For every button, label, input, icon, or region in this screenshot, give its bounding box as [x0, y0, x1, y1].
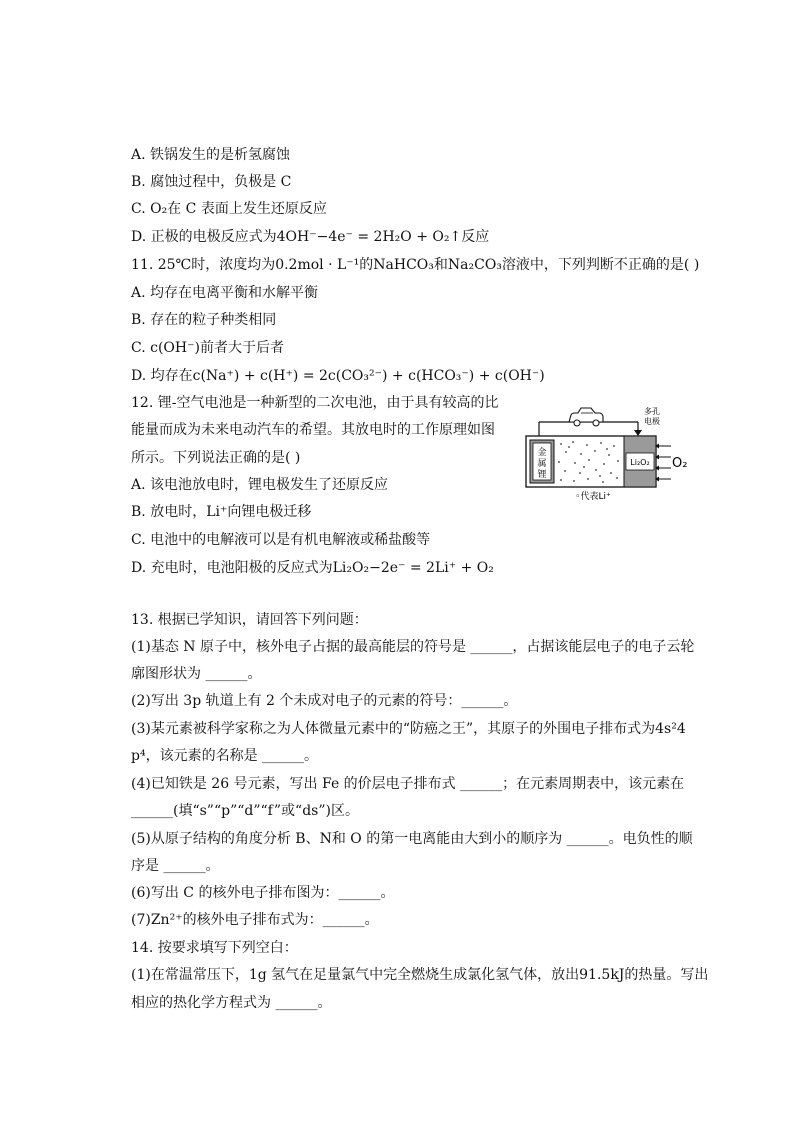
q12-option-b: B. 放电时，Li⁺向锂电极迁移	[131, 504, 312, 520]
metal-label-3: 锂	[537, 470, 547, 480]
q13-part2: (2)写出 3p 轨道上有 2 个未成对电子的元素的符号：______。	[131, 693, 518, 709]
metal-label-1: 金	[537, 448, 547, 458]
lithium-air-battery-diagram	[521, 402, 691, 502]
q10-option-c: C. O₂在 C 表面上发生还原反应	[131, 201, 327, 217]
q12-option-d: D. 充电时，电池阳极的反应式为Li₂O₂−2e⁻ = 2Li⁺ + O₂	[131, 560, 494, 576]
li-ion-legend: ◦代表Li⁺	[575, 492, 611, 502]
q11-option-b: B. 存在的粒子种类相同	[131, 312, 277, 328]
q13-part1-line2: 廓图形状为 ______。	[131, 666, 262, 682]
q11-option-c: C. c(OH⁻)前者大于后者	[131, 340, 284, 356]
q14-part1-line2: 相应的热化学方程式为 ______。	[131, 995, 332, 1011]
q13-part3-line2: p⁴，该元素的名称是 ______。	[131, 748, 319, 764]
q13-part4-line1: (4)已知铁是 26 号元素，写出 Fe 的价层电子排布式 ______；在元素周期表中，该元素在	[131, 776, 685, 792]
porous-electrode-label-1: 多孔	[644, 407, 660, 416]
li2o2-label: Li₂O₂	[630, 458, 650, 467]
oxygen-label: O₂	[672, 456, 688, 471]
q11-option-a: A. 均存在电离平衡和水解平衡	[131, 285, 319, 301]
oxygen-arrows	[655, 444, 671, 482]
q12-stem-line3: 所示。下列说法正确的是( )	[131, 450, 301, 466]
q13-part4-line2: ______(填“s”“p”“d”“f”或“ds”)区。	[131, 803, 359, 819]
q10-option-b: B. 腐蚀过程中，负极是 C	[131, 174, 292, 190]
q11-stem: 11. 25℃时，浓度均为0.2mol · L⁻¹的NaHCO₃和Na₂CO₃溶液中，下列判断不正确的是( )	[131, 257, 700, 273]
q13-part7: (7)Zn²⁺的核外电子排布式为：______。	[131, 912, 379, 928]
q13-part1-line1: (1)基态 N 原子中，核外电子占据的最高能层的符号是 ______，占据该能层电子的电子云轮	[131, 639, 695, 655]
q13-part5-line2: 序是 ______。	[131, 858, 220, 874]
q14-part1-line1: (1)在常温常压下，1g 氢气在足量氯气中完全燃烧生成氯化氢气体，放出91.5kJ的热量。写出	[131, 967, 709, 983]
q12-stem-line2: 能量而成为未来电动汽车的希望。其放电时的工作原理如图	[131, 422, 495, 438]
q13-part5-line1: (5)从原子结构的角度分析 B、N和 O 的第一电离能由大到小的顺序为 ______。电负性的顺	[131, 831, 693, 847]
q14-stem: 14. 按要求填写下列空白：	[131, 940, 298, 956]
q12-option-c: C. 电池中的电解液可以是有机电解液或稀盐酸等	[131, 532, 431, 548]
q12-stem-line1: 12. 锂-空气电池是一种新型的二次电池，由于具有较高的比	[131, 395, 499, 411]
q12-option-a: A. 该电池放电时，锂电极发生了还原反应	[131, 477, 389, 493]
q11-option-d: D. 均存在c(Na⁺) + c(H⁺) = 2c(CO₃²⁻) + c(HCO₃⁻) + c(OH⁻)	[131, 368, 545, 384]
q13-stem: 13. 根据已学知识，请回答下列问题：	[131, 612, 368, 628]
q13-part6: (6)写出 C 的核外电子排布图为：______。	[131, 885, 395, 901]
q13-part3-line1: (3)某元素被科学家称之为人体微量元素中的“防癌之王”，其原子的外围电子排布式为4s²4	[131, 721, 686, 737]
car-icon	[569, 408, 603, 426]
q10-option-d: D. 正极的电极反应式为4OH⁻−4e⁻ = 2H₂O + O₂↑反应	[131, 229, 490, 245]
metal-label-2: 属	[537, 459, 547, 469]
q10-option-a: A. 铁锅发生的是析氢腐蚀	[131, 147, 291, 163]
porous-electrode-label-2: 电极	[644, 417, 660, 426]
